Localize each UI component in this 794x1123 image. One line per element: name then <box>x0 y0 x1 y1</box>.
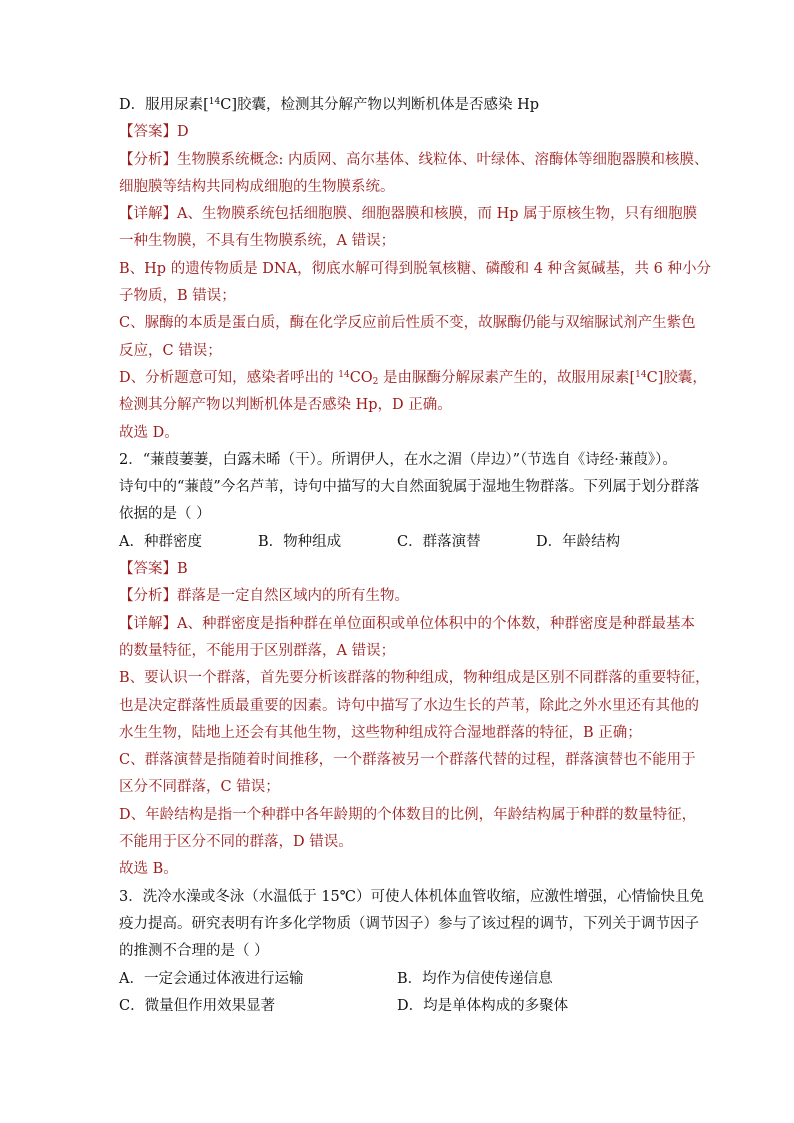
q2-stem-cont: 诗句中的“蒹葭”今名芦苇，诗句中描写的大自然面貌属于湿地生物群落。下列属于划分群落 <box>119 479 700 496</box>
q3-option-c: C．微量但作用效果显著 <box>119 997 276 1014</box>
q1-analysis-cont: 细胞膜等结构共同构成细胞的生物膜系统。 <box>119 178 395 195</box>
q3-option-b: B．均作为信使传递信息 <box>397 970 553 987</box>
q2-explain-a: 【详解】A、种群密度是指种群在单位面积或单位体积中的个体数，种群密度是种群最基本 <box>119 615 695 632</box>
q2-explain-c-cont: 区分不同群落，C 错误； <box>119 779 280 796</box>
q3-stem: 3．洗冷水澡或冬泳（水温低于 15℃）可使人体机体血管收缩，应激性增强，心情愉快且免 <box>119 888 705 905</box>
q1-explain-c: C、脲酶的本质是蛋白质，酶在化学反应前后性质不变，故脲酶仍能与双缩脲试剂产生紫色 <box>119 315 696 332</box>
q2-analysis: 【分析】群落是一定自然区域内的所有生物。 <box>119 588 409 605</box>
q1-explain-a: 【详解】A、生物膜系统包括细胞膜、细胞器膜和核膜，而 Hp 属于原核生物，只有细胞膜 <box>119 206 698 223</box>
q2-explain-b-cont: 也是决定群落性质最重要的因素。诗句中描写了水边生长的芦苇，除此之外水里还有其他的 <box>119 697 699 714</box>
q2-explain-d: D、年龄结构是指一个种群中各年龄期的个体数目的比例，年龄结构属于种群的数量特征， <box>119 806 697 823</box>
q1-answer: 【答案】D <box>119 124 189 141</box>
q2-explain-b-end: 水生生物，陆地上还会有其他生物，这些物种组成符合湿地群落的特征，B 正确； <box>119 724 642 741</box>
q2-explain-d-cont: 不能用于区分不同的群落，D 错误。 <box>119 834 353 851</box>
q2-answer: 【答案】B <box>119 561 188 578</box>
q2-options <box>119 529 689 556</box>
q2-option-a: A．种群密度 <box>119 533 202 550</box>
q1-explain-d: D、分析题意可知，感染者呼出的 $^{14}CO_2$ 是由脲酶分解尿素产生的，故服用尿素[$^{14}$C]胶囊， <box>119 369 707 387</box>
q3-options-row1 <box>119 966 689 993</box>
q2-explain-a-cont: 的数量特征，不能用于区别群落，A 错误； <box>119 642 396 659</box>
q2-explain-b: B、要认识一个群落，首先要分析该群落的物种组成，物种组成是区别不同群落的重要特征， <box>119 670 710 687</box>
q3-option-d: D．均是单体构成的多聚体 <box>397 997 569 1014</box>
q1-option-d: D．服用尿素[$^{14}$C]胶囊，检测其分解产物以判断机体是否感染 Hp <box>119 97 540 113</box>
document-page <box>119 92 711 1020</box>
q3-stem-end: 的推测不合理的是（ ） <box>119 943 269 960</box>
q1-explain-d-cont: 检测其分解产物以判断机体是否感染 Hp，D 正确。 <box>119 397 452 414</box>
q3-stem-cont: 疫力提高。研究表明有许多化学物质（调节因子）参与了该过程的调节，下列关于调节因子 <box>119 915 699 932</box>
q2-option-d: D．年龄结构 <box>536 533 621 550</box>
q3-option-a: A．一定会通过体液进行运输 <box>119 970 304 987</box>
q1-conclusion: 故选 D。 <box>119 424 179 441</box>
q1-explain-a-cont: 一种生物膜，不具有生物膜系统，A 错误； <box>119 233 396 250</box>
q1-explain-b-cont: 子物质，B 错误； <box>119 288 236 305</box>
q2-stem-end: 依据的是（ ） <box>119 506 211 523</box>
q2-conclusion: 故选 B。 <box>119 861 178 878</box>
q1-analysis: 【分析】生物膜系统概念: 内质网、高尔基体、线粒体、叶绿体、溶酶体等细胞器膜和核膜、 <box>119 151 709 168</box>
q3-options-row2 <box>119 993 689 1020</box>
q1-explain-c-cont: 反应，C 错误； <box>119 342 222 359</box>
q2-explain-c: C、群落演替是指随着时间推移，一个群落被另一个群落代替的过程，群落演替也不能用于 <box>119 752 696 769</box>
q2-option-b: B．物种组成 <box>258 533 342 550</box>
q2-stem: 2．“蒹葭萋萋，白露未晞（干）。所谓伊人，在水之湄（岸边）”（节选自《诗经·蒹葭》）。 <box>119 451 677 468</box>
q2-option-c: C．群落演替 <box>397 533 481 550</box>
q1-explain-b: B、Hp 的遗传物质是 DNA，彻底水解可得到脱氧核糖、磷酸和 4 种含氮碱基，共 6 种小分 <box>119 260 711 277</box>
